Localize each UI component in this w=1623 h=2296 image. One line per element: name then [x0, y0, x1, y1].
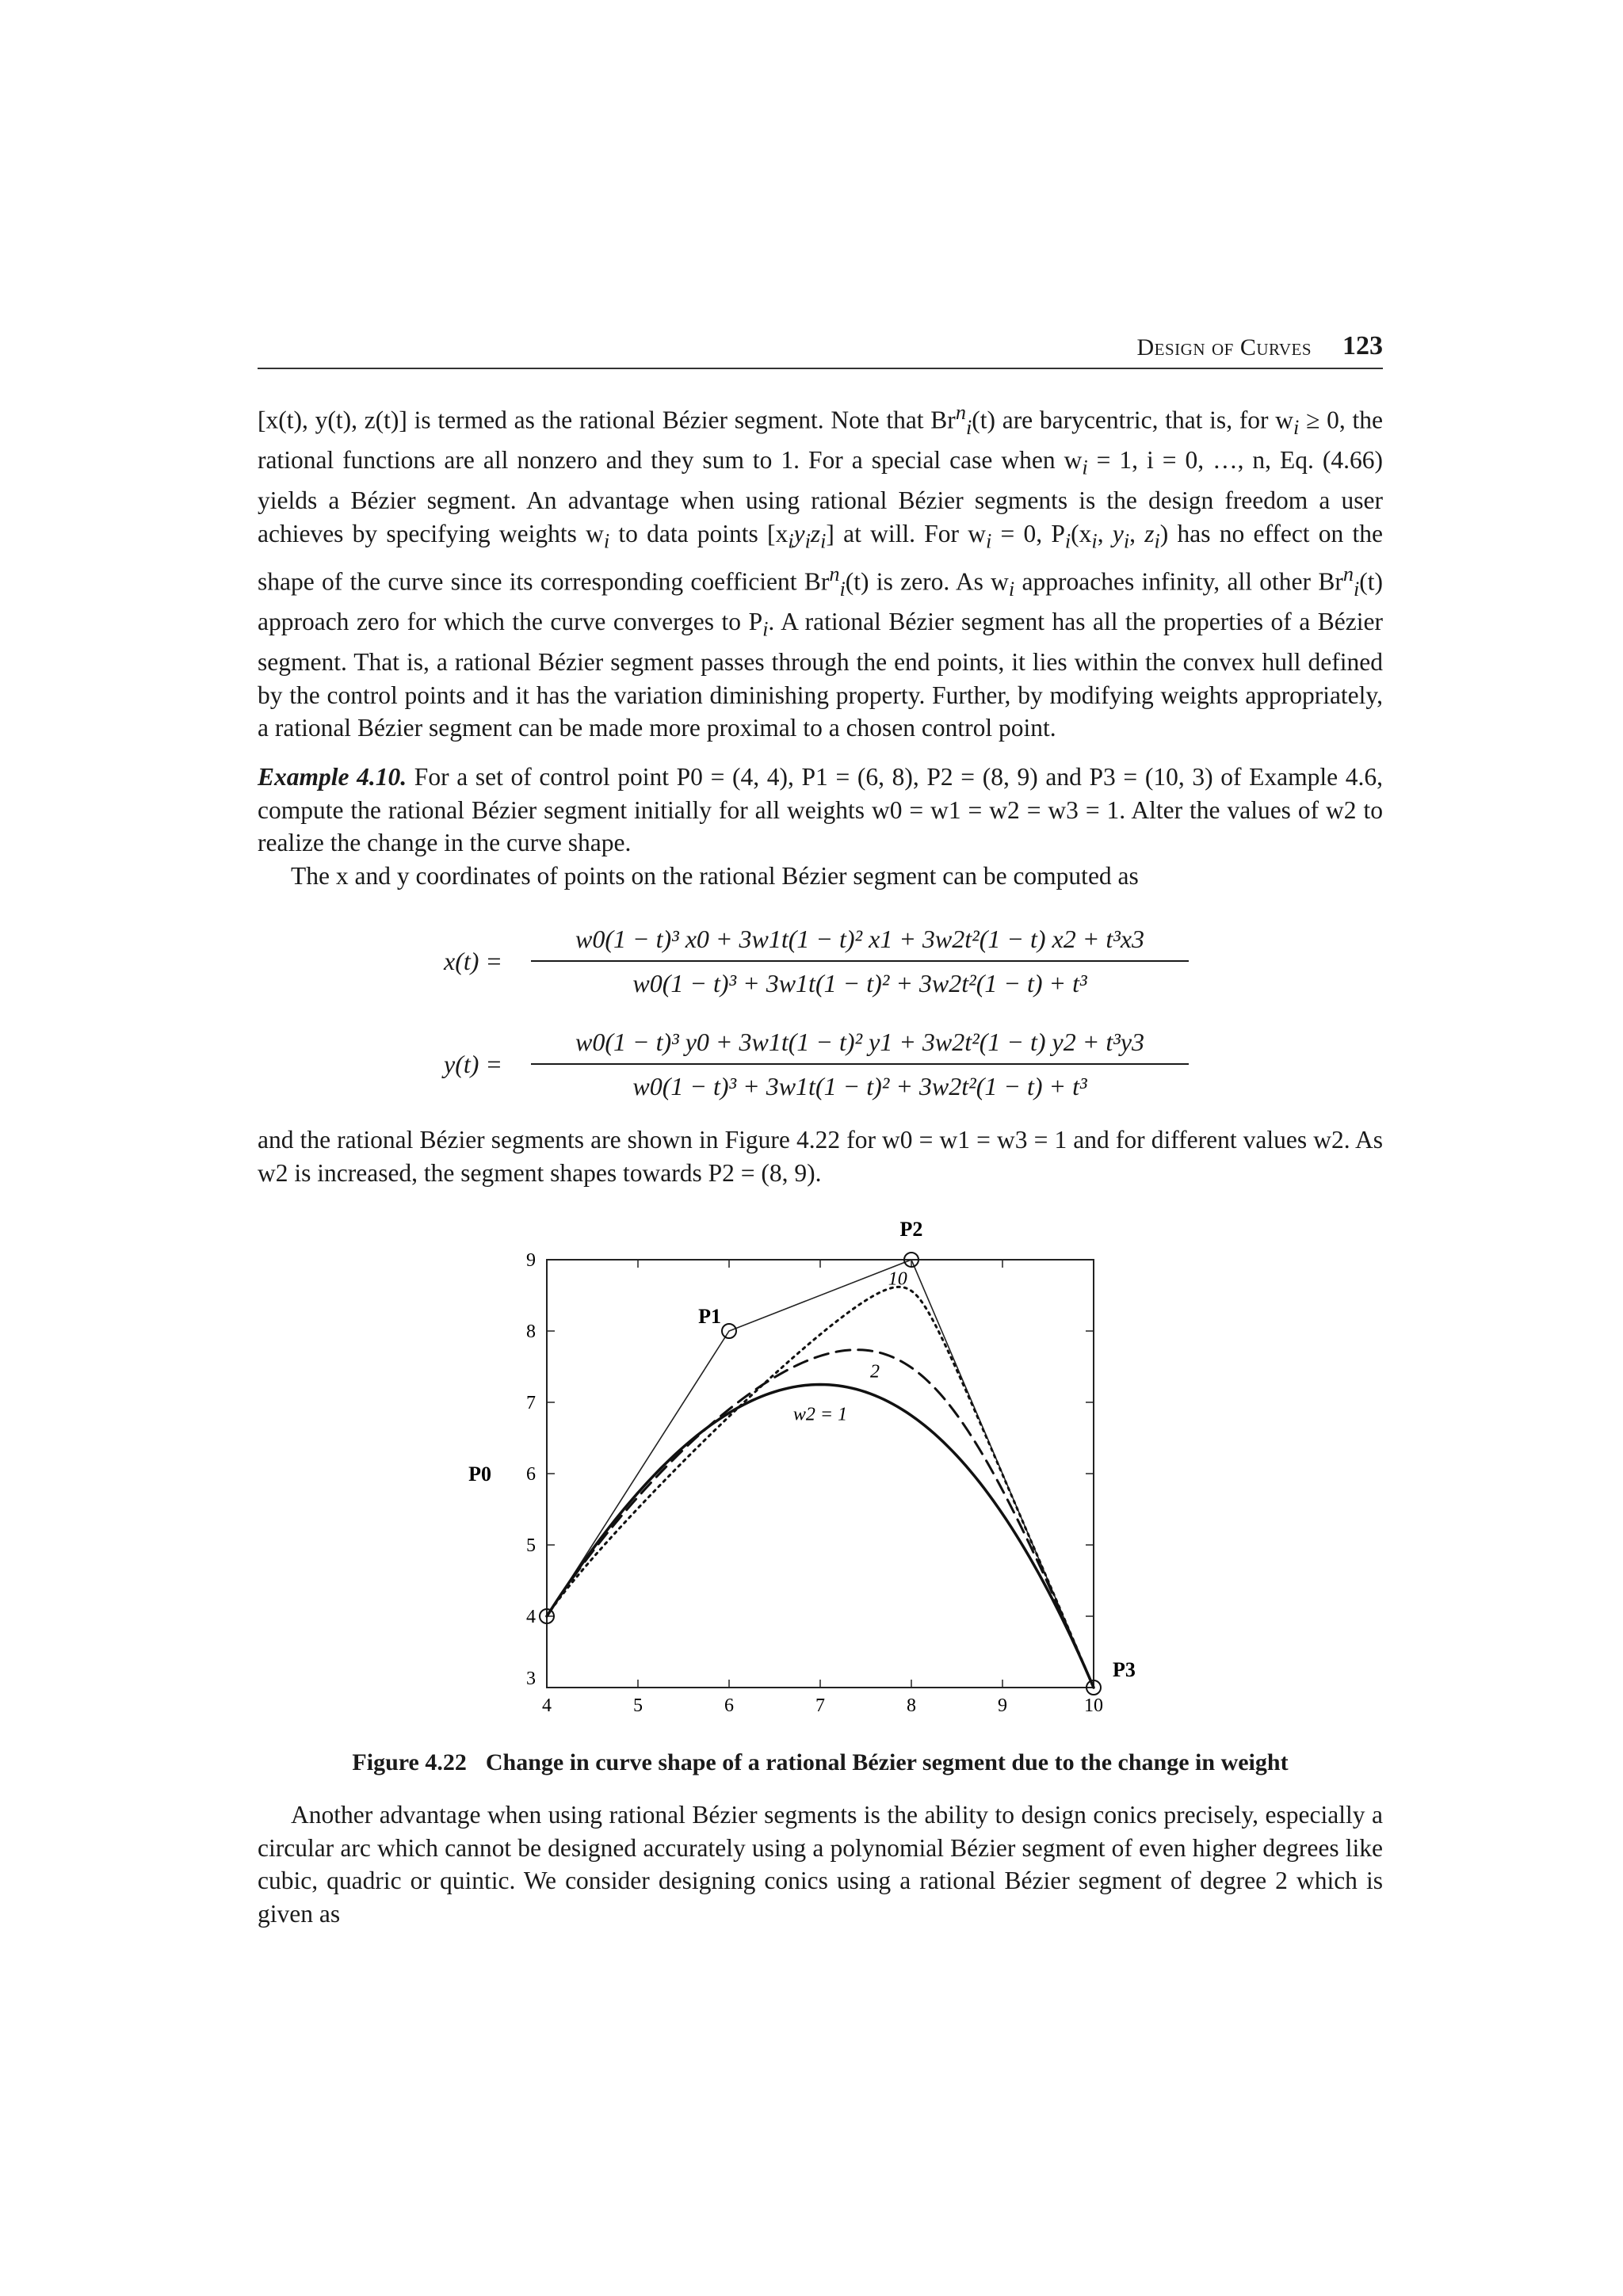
y-tick-label: 5: [526, 1535, 536, 1556]
figure-number: Figure 4.22: [352, 1749, 467, 1775]
x-tick-label: 4: [542, 1695, 552, 1716]
plot-frame: [547, 1260, 1094, 1688]
control-polygon: [547, 1260, 1094, 1688]
y-tick-label: 3: [526, 1669, 536, 1689]
y-tick-label: 7: [526, 1393, 536, 1413]
y-tick-label: 8: [526, 1322, 536, 1342]
paragraph-conics: Another advantage when using rational Bézier segments is the ability to design conics precisely, especially a circular arc which cannot be designed accurately using a polynomial Bézier segment of even higher degrees like cubic, quadric or quintic. We consider designing conics using a rational Bézier segment of degree 2 which is given as: [258, 1801, 1383, 1928]
figure-caption-text: Change in curve shape of a rational Bézier segment due to the change in weight: [485, 1749, 1289, 1775]
control-point-label-p3: P3: [1113, 1658, 1136, 1681]
y-tick-label: 6: [526, 1464, 536, 1485]
y-tick-label: 9: [526, 1250, 536, 1271]
example-text: For a set of control point P0 = (4, 4), P1 = (6, 8), P2 = (8, 9) and P3 = (10, 3) of Example 4.6, compute the rational Bézier segment initially for all weights w0 = w1 = w2 = w3 = 1. Alter the values of w2 to realize the change in the curve shape.: [258, 763, 1383, 857]
x-tick-label: 9: [998, 1695, 1007, 1716]
equation-x-denominator: w0(1 − t)³ + 3w1t(1 − t)² + 3w2t²(1 − t) + t³: [632, 969, 1087, 997]
figure-4-22-chart: [444, 1212, 1157, 1751]
paragraph-rational-bezier: [x(t), y(t), z(t)] is termed as the rational Bézier segment. Note that $Br^n_i(t)$ are barycentric, that is, for $w_i \ge 0$, the rational functions are all nonzero and they sum to 1. For a special case when $w_i = 1$, i = 0, …, n, Eq. (4.66) yields a Bézier segment. An advantage when using rational Bézier segments is the design freedom a user achieves by specifying weights $w_i$ to data points $[x_iy_iz_i]$ at will. For $w_i = 0$, $P_i(x_i$, $y_i$, $z_i$) has no effect on the shape of the curve since its corresponding coefficient $Br^n_i(t)$ is zero. As $w_i$ approaches infinity, all other $Br^n_i(t)$ approach zero for which the curve converges to $P_i$. A rational Bézier segment has all the properties of a Bézier segment. That is, a rational Bézier segment passes through the end points, it lies within the convex hull defined by the control points and it has the variation diminishing property. Further, by modifying weights appropriately, a rational Bézier segment can be made more proximal to a chosen control point.: [258, 401, 1384, 742]
x-tick-label: 7: [815, 1695, 825, 1716]
page-number: 123: [1342, 331, 1383, 360]
bezier-weight-chart: [444, 1212, 1157, 1751]
curve-label-2: 2: [870, 1361, 880, 1383]
equation-y-numerator: w0(1 − t)³ y0 + 3w1t(1 − t)² y1 + 3w2t²(1 − t) y2 + t³y3: [575, 1028, 1145, 1056]
control-point-label-p1: P1: [698, 1305, 721, 1328]
curve-label-1: w2 = 1: [792, 1404, 848, 1425]
x-tick-label: 8: [907, 1695, 916, 1716]
example-intro: The x and y coordinates of points on the rational Bézier segment can be computed as: [291, 861, 1139, 890]
curve-w2-1: [547, 1385, 1094, 1688]
equation-y-denominator: w0(1 − t)³ + 3w1t(1 − t)² + 3w2t²(1 − t) + t³: [632, 1072, 1087, 1100]
figure-caption: [258, 1749, 1383, 1776]
curve-label-10: 10: [888, 1268, 907, 1290]
running-title: Design of Curves: [1136, 334, 1312, 360]
x-tick-label: 10: [1084, 1695, 1103, 1716]
equation-x-numerator: w0(1 − t)³ x0 + 3w1t(1 − t)² x1 + 3w2t²(1 − t) x2 + t³x3: [575, 925, 1145, 953]
example-4-10: [258, 761, 1383, 892]
example-label: Example 4.10.: [258, 763, 407, 791]
control-point-label-p2: P2: [899, 1218, 923, 1241]
x-tick-label: 6: [724, 1695, 734, 1716]
control-point-label-p0: P0: [468, 1463, 491, 1486]
y-tick-label: 4: [526, 1607, 536, 1627]
equation-y: [444, 1022, 1236, 1109]
page-header: [258, 331, 1383, 369]
paragraph-figure-ref: and the rational Bézier segments are shown in Figure 4.22 for w0 = w1 = w3 = 1 and for different values w2. As w2 is increased, the segment shapes towards P2 = (8, 9).: [258, 1126, 1383, 1187]
equation-y-lhs: y(t) =: [444, 1050, 502, 1078]
equation-x-lhs: x(t) =: [444, 947, 502, 975]
equation-x: [444, 919, 1236, 1006]
x-tick-label: 5: [633, 1695, 643, 1716]
